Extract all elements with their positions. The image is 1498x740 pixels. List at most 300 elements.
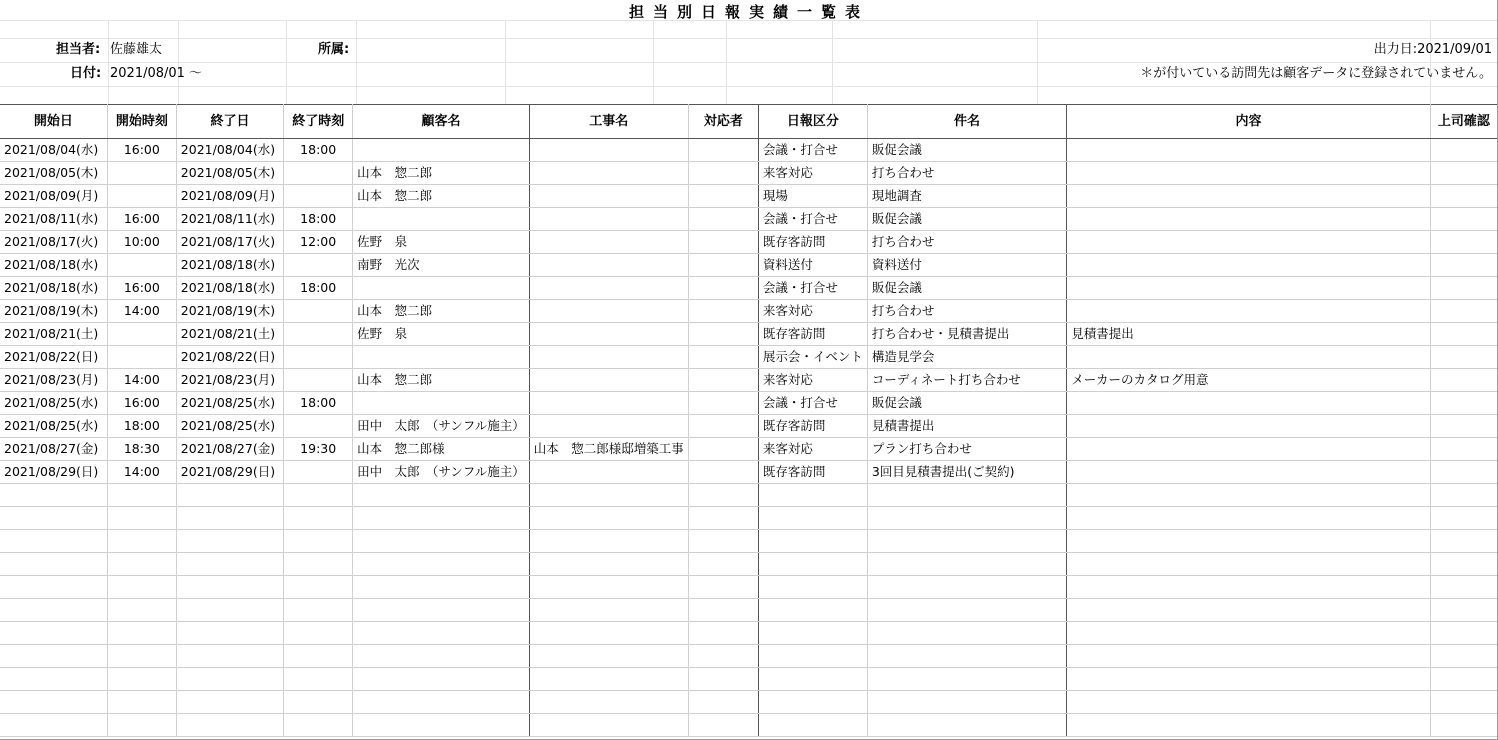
cell-start-time (107, 668, 176, 691)
cell-end-time (284, 576, 353, 599)
cell-customer (353, 530, 530, 553)
table-row (0, 323, 1498, 346)
empty-row (0, 691, 1498, 714)
cell-start-time (107, 530, 176, 553)
cell-subject (867, 484, 1066, 507)
col-header-start-date: 開始日 (0, 105, 107, 139)
cell-content (1067, 553, 1431, 576)
cell-subject (867, 645, 1066, 668)
unregistered-note: ＊が付いている訪問先は顧客データに登録されていません。 (1140, 66, 1492, 81)
cell-end-date (176, 714, 283, 737)
cell-end-date (176, 599, 283, 622)
cell-end-time: 12:00 (284, 231, 353, 254)
cell-subject (867, 599, 1066, 622)
grid-line (653, 20, 654, 104)
cell-supervisor-check (1430, 208, 1497, 231)
cell-start-date: 2021/08/17(火) (0, 231, 107, 254)
cell-start-time: 18:30 (107, 438, 176, 461)
col-header-content: 内容 (1067, 105, 1431, 139)
cell-supervisor-check (1430, 622, 1497, 645)
cell-customer (353, 622, 530, 645)
grid-line (1430, 20, 1431, 104)
table-row (0, 277, 1498, 300)
cell-end-time: 18:00 (284, 139, 353, 162)
cell-construction (529, 599, 688, 622)
cell-content (1067, 668, 1431, 691)
cell-subject: 打ち合わせ (867, 231, 1066, 254)
cell-start-date: 2021/08/11(水) (0, 208, 107, 231)
table-row (0, 300, 1498, 323)
cell-end-date: 2021/08/27(金) (176, 438, 283, 461)
cell-subject (867, 691, 1066, 714)
cell-end-time (284, 415, 353, 438)
col-header-end-time: 終了時刻 (284, 105, 353, 139)
cell-start-date: 2021/08/23(月) (0, 369, 107, 392)
grid-line (108, 20, 109, 104)
cell-end-time (284, 162, 353, 185)
cell-end-date: 2021/08/25(水) (176, 392, 283, 415)
cell-supervisor-check (1430, 645, 1497, 668)
cell-start-date: 2021/08/18(水) (0, 254, 107, 277)
report-table (0, 104, 1498, 737)
cell-start-date (0, 668, 107, 691)
cell-report-type: 会議・打合せ (758, 208, 867, 231)
cell-end-date (176, 645, 283, 668)
cell-report-type: 来客対応 (758, 300, 867, 323)
cell-supervisor-check (1430, 461, 1497, 484)
cell-construction (529, 346, 688, 369)
cell-handler (688, 668, 758, 691)
cell-handler (688, 461, 758, 484)
cell-customer (353, 599, 530, 622)
cell-start-time (107, 484, 176, 507)
cell-construction (529, 392, 688, 415)
cell-end-time (284, 254, 353, 277)
cell-customer: 山本 惣二郎様 (353, 438, 530, 461)
cell-construction (529, 185, 688, 208)
cell-supervisor-check (1430, 530, 1497, 553)
cell-handler (688, 438, 758, 461)
table-row (0, 369, 1498, 392)
cell-content (1067, 346, 1431, 369)
table-row (0, 231, 1498, 254)
cell-content (1067, 530, 1431, 553)
grid-line (1037, 20, 1038, 104)
cell-report-type: 既存客訪問 (758, 231, 867, 254)
cell-report-type (758, 645, 867, 668)
cell-end-date: 2021/08/23(月) (176, 369, 283, 392)
cell-end-date (176, 576, 283, 599)
cell-subject: 現地調査 (867, 185, 1066, 208)
cell-subject (867, 668, 1066, 691)
cell-handler (688, 139, 758, 162)
cell-supervisor-check (1430, 323, 1497, 346)
cell-customer: 南野 光次 (353, 254, 530, 277)
col-header-supervisor-check: 上司確認 (1430, 105, 1497, 139)
cell-start-time (107, 323, 176, 346)
cell-report-type: 既存客訪問 (758, 415, 867, 438)
cell-customer (353, 484, 530, 507)
cell-report-type (758, 484, 867, 507)
grid-line (505, 20, 506, 104)
cell-customer: 佐野 泉 (353, 231, 530, 254)
cell-end-date: 2021/08/05(木) (176, 162, 283, 185)
cell-end-time (284, 323, 353, 346)
cell-construction (529, 162, 688, 185)
cell-handler (688, 323, 758, 346)
cell-construction (529, 254, 688, 277)
cell-report-type (758, 576, 867, 599)
affiliation-label: 所属: (318, 42, 350, 57)
cell-subject: 資料送付 (867, 254, 1066, 277)
cell-start-time: 14:00 (107, 300, 176, 323)
cell-end-time (284, 714, 353, 737)
cell-subject (867, 576, 1066, 599)
cell-start-time: 16:00 (107, 139, 176, 162)
cell-construction (529, 691, 688, 714)
cell-handler (688, 208, 758, 231)
cell-construction (529, 576, 688, 599)
cell-handler (688, 231, 758, 254)
cell-handler (688, 714, 758, 737)
cell-subject: 販促会議 (867, 208, 1066, 231)
cell-supervisor-check (1430, 369, 1497, 392)
report-title: 担当別日報実績一覧表 (628, 3, 869, 21)
cell-start-time (107, 714, 176, 737)
cell-end-date: 2021/08/19(木) (176, 300, 283, 323)
cell-start-time: 10:00 (107, 231, 176, 254)
cell-end-time (284, 369, 353, 392)
cell-end-time: 18:00 (284, 208, 353, 231)
cell-report-type: 会議・打合せ (758, 139, 867, 162)
cell-end-date: 2021/08/09(月) (176, 185, 283, 208)
cell-start-date (0, 530, 107, 553)
cell-report-type (758, 668, 867, 691)
cell-content (1067, 208, 1431, 231)
cell-construction (529, 231, 688, 254)
col-header-customer: 顧客名 (353, 105, 530, 139)
cell-subject (867, 714, 1066, 737)
cell-customer: 山本 惣二郎 (353, 369, 530, 392)
cell-content (1067, 231, 1431, 254)
cell-construction (529, 507, 688, 530)
cell-handler (688, 507, 758, 530)
cell-end-time (284, 507, 353, 530)
cell-content (1067, 185, 1431, 208)
cell-supervisor-check (1430, 714, 1497, 737)
cell-end-date (176, 691, 283, 714)
date-value: 2021/08/01 〜 (110, 66, 203, 81)
cell-report-type (758, 714, 867, 737)
cell-start-time: 16:00 (107, 277, 176, 300)
cell-report-type (758, 691, 867, 714)
cell-customer (353, 392, 530, 415)
cell-start-date: 2021/08/09(月) (0, 185, 107, 208)
cell-end-time (284, 645, 353, 668)
cell-report-type: 来客対応 (758, 438, 867, 461)
cell-construction (529, 553, 688, 576)
cell-subject: 見積書提出 (867, 415, 1066, 438)
empty-row (0, 553, 1498, 576)
cell-supervisor-check (1430, 162, 1497, 185)
cell-content: 見積書提出 (1067, 323, 1431, 346)
cell-start-time: 14:00 (107, 461, 176, 484)
cell-handler (688, 622, 758, 645)
grid-line (832, 20, 833, 104)
col-header-handler: 対応者 (688, 105, 758, 139)
cell-supervisor-check (1430, 231, 1497, 254)
cell-content (1067, 714, 1431, 737)
cell-start-time: 16:00 (107, 392, 176, 415)
cell-handler (688, 392, 758, 415)
cell-start-date (0, 622, 107, 645)
cell-supervisor-check (1430, 415, 1497, 438)
empty-row (0, 668, 1498, 691)
person-value: 佐藤雄太 (110, 42, 163, 57)
cell-content (1067, 254, 1431, 277)
cell-construction (529, 461, 688, 484)
cell-start-date: 2021/08/22(日) (0, 346, 107, 369)
cell-subject (867, 553, 1066, 576)
cell-construction (529, 622, 688, 645)
cell-end-date: 2021/08/22(日) (176, 346, 283, 369)
cell-customer: 田中 太郎 （サンフル施主） (353, 415, 530, 438)
cell-customer (353, 277, 530, 300)
cell-content (1067, 599, 1431, 622)
cell-handler (688, 553, 758, 576)
cell-supervisor-check (1430, 300, 1497, 323)
cell-customer: 山本 惣二郎 (353, 162, 530, 185)
cell-start-time (107, 691, 176, 714)
cell-customer (353, 691, 530, 714)
cell-construction (529, 530, 688, 553)
cell-customer (353, 507, 530, 530)
cell-content (1067, 139, 1431, 162)
col-header-start-time: 開始時刻 (107, 105, 176, 139)
cell-report-type: 展示会・イベント (758, 346, 867, 369)
grid-line (286, 20, 287, 104)
cell-handler (688, 484, 758, 507)
cell-end-date: 2021/08/17(火) (176, 231, 283, 254)
empty-row (0, 576, 1498, 599)
cell-customer (353, 645, 530, 668)
cell-start-time (107, 162, 176, 185)
cell-end-time (284, 300, 353, 323)
cell-customer (353, 346, 530, 369)
table-row (0, 346, 1498, 369)
cell-end-date (176, 553, 283, 576)
cell-handler (688, 599, 758, 622)
col-header-subject: 件名 (867, 105, 1066, 139)
cell-construction (529, 668, 688, 691)
cell-content (1067, 622, 1431, 645)
cell-end-date: 2021/08/29(日) (176, 461, 283, 484)
cell-supervisor-check (1430, 185, 1497, 208)
cell-report-type: 会議・打合せ (758, 277, 867, 300)
cell-supervisor-check (1430, 277, 1497, 300)
table-row (0, 162, 1498, 185)
cell-supervisor-check (1430, 254, 1497, 277)
col-header-end-date: 終了日 (176, 105, 283, 139)
cell-start-date (0, 484, 107, 507)
cell-end-time (284, 484, 353, 507)
cell-subject: 販促会議 (867, 277, 1066, 300)
cell-content (1067, 691, 1431, 714)
cell-start-time: 14:00 (107, 369, 176, 392)
cell-content (1067, 507, 1431, 530)
cell-supervisor-check (1430, 507, 1497, 530)
cell-content (1067, 415, 1431, 438)
cell-end-date: 2021/08/04(水) (176, 139, 283, 162)
cell-supervisor-check (1430, 599, 1497, 622)
table-row (0, 208, 1498, 231)
cell-content (1067, 277, 1431, 300)
cell-customer (353, 553, 530, 576)
cell-start-date (0, 553, 107, 576)
cell-supervisor-check (1430, 668, 1497, 691)
cell-report-type (758, 530, 867, 553)
cell-supervisor-check (1430, 553, 1497, 576)
cell-handler (688, 369, 758, 392)
cell-start-date: 2021/08/04(水) (0, 139, 107, 162)
cell-customer: 佐野 泉 (353, 323, 530, 346)
cell-start-date (0, 714, 107, 737)
cell-construction (529, 714, 688, 737)
cell-content (1067, 576, 1431, 599)
grid-line (726, 20, 727, 104)
cell-end-date: 2021/08/21(土) (176, 323, 283, 346)
cell-start-date: 2021/08/27(金) (0, 438, 107, 461)
cell-subject: 販促会議 (867, 139, 1066, 162)
cell-end-time (284, 691, 353, 714)
cell-handler (688, 162, 758, 185)
cell-start-date: 2021/08/18(水) (0, 277, 107, 300)
cell-subject (867, 530, 1066, 553)
grid-line (0, 62, 1498, 63)
cell-content (1067, 484, 1431, 507)
table-row (0, 185, 1498, 208)
empty-row (0, 599, 1498, 622)
cell-end-time: 19:30 (284, 438, 353, 461)
table-row (0, 254, 1498, 277)
cell-end-time: 18:00 (284, 392, 353, 415)
cell-end-date: 2021/08/25(水) (176, 415, 283, 438)
cell-end-time (284, 599, 353, 622)
cell-construction (529, 645, 688, 668)
cell-handler (688, 300, 758, 323)
person-label: 担当者: (56, 42, 101, 57)
cell-customer: 山本 惣二郎 (353, 300, 530, 323)
cell-start-date (0, 645, 107, 668)
cell-start-time: 18:00 (107, 415, 176, 438)
cell-customer (353, 208, 530, 231)
grid-line (356, 20, 357, 104)
cell-start-time (107, 553, 176, 576)
cell-start-time (107, 622, 176, 645)
cell-construction: 山本 惣二郎様邸増築工事 (529, 438, 688, 461)
cell-start-time (107, 599, 176, 622)
cell-supervisor-check (1430, 139, 1497, 162)
table-body (0, 139, 1498, 737)
cell-subject: 構造見学会 (867, 346, 1066, 369)
cell-customer (353, 668, 530, 691)
cell-customer (353, 139, 530, 162)
cell-end-date: 2021/08/11(水) (176, 208, 283, 231)
empty-row (0, 530, 1498, 553)
cell-supervisor-check (1430, 438, 1497, 461)
empty-row (0, 507, 1498, 530)
cell-report-type: 既存客訪問 (758, 461, 867, 484)
cell-end-date (176, 530, 283, 553)
cell-end-time (284, 668, 353, 691)
cell-report-type: 現場 (758, 185, 867, 208)
cell-end-date (176, 622, 283, 645)
cell-construction (529, 300, 688, 323)
cell-end-date: 2021/08/18(水) (176, 254, 283, 277)
cell-start-date: 2021/08/19(木) (0, 300, 107, 323)
cell-start-date (0, 507, 107, 530)
cell-construction (529, 208, 688, 231)
cell-handler (688, 645, 758, 668)
cell-end-time (284, 622, 353, 645)
cell-content (1067, 645, 1431, 668)
date-label: 日付: (70, 66, 102, 81)
cell-subject: コーディネート打ち合わせ (867, 369, 1066, 392)
cell-report-type (758, 599, 867, 622)
grid-line (0, 38, 1498, 39)
cell-subject: 販促会議 (867, 392, 1066, 415)
cell-content (1067, 461, 1431, 484)
cell-start-date: 2021/08/21(土) (0, 323, 107, 346)
cell-subject: 3回目見積書提出(ご契約) (867, 461, 1066, 484)
cell-end-date (176, 668, 283, 691)
cell-report-type (758, 553, 867, 576)
cell-construction (529, 369, 688, 392)
cell-handler (688, 530, 758, 553)
cell-report-type: 資料送付 (758, 254, 867, 277)
cell-content (1067, 392, 1431, 415)
cell-subject: 打ち合わせ (867, 162, 1066, 185)
cell-report-type: 既存客訪問 (758, 323, 867, 346)
col-header-construction: 工事名 (529, 105, 688, 139)
cell-end-date (176, 484, 283, 507)
cell-handler (688, 415, 758, 438)
cell-end-time (284, 185, 353, 208)
cell-end-time (284, 461, 353, 484)
cell-construction (529, 484, 688, 507)
cell-start-date (0, 599, 107, 622)
cell-end-date: 2021/08/18(水) (176, 277, 283, 300)
cell-construction (529, 277, 688, 300)
cell-subject (867, 622, 1066, 645)
cell-content: メーカーのカタログ用意 (1067, 369, 1431, 392)
empty-row (0, 622, 1498, 645)
cell-customer (353, 576, 530, 599)
cell-handler (688, 576, 758, 599)
cell-construction (529, 323, 688, 346)
cell-start-time (107, 254, 176, 277)
cell-end-time (284, 346, 353, 369)
cell-report-type: 来客対応 (758, 162, 867, 185)
cell-customer (353, 714, 530, 737)
col-header-report-type: 日報区分 (758, 105, 867, 139)
cell-content (1067, 162, 1431, 185)
empty-row (0, 484, 1498, 507)
cell-start-date: 2021/08/05(木) (0, 162, 107, 185)
cell-subject (867, 507, 1066, 530)
cell-supervisor-check (1430, 576, 1497, 599)
cell-report-type: 来客対応 (758, 369, 867, 392)
